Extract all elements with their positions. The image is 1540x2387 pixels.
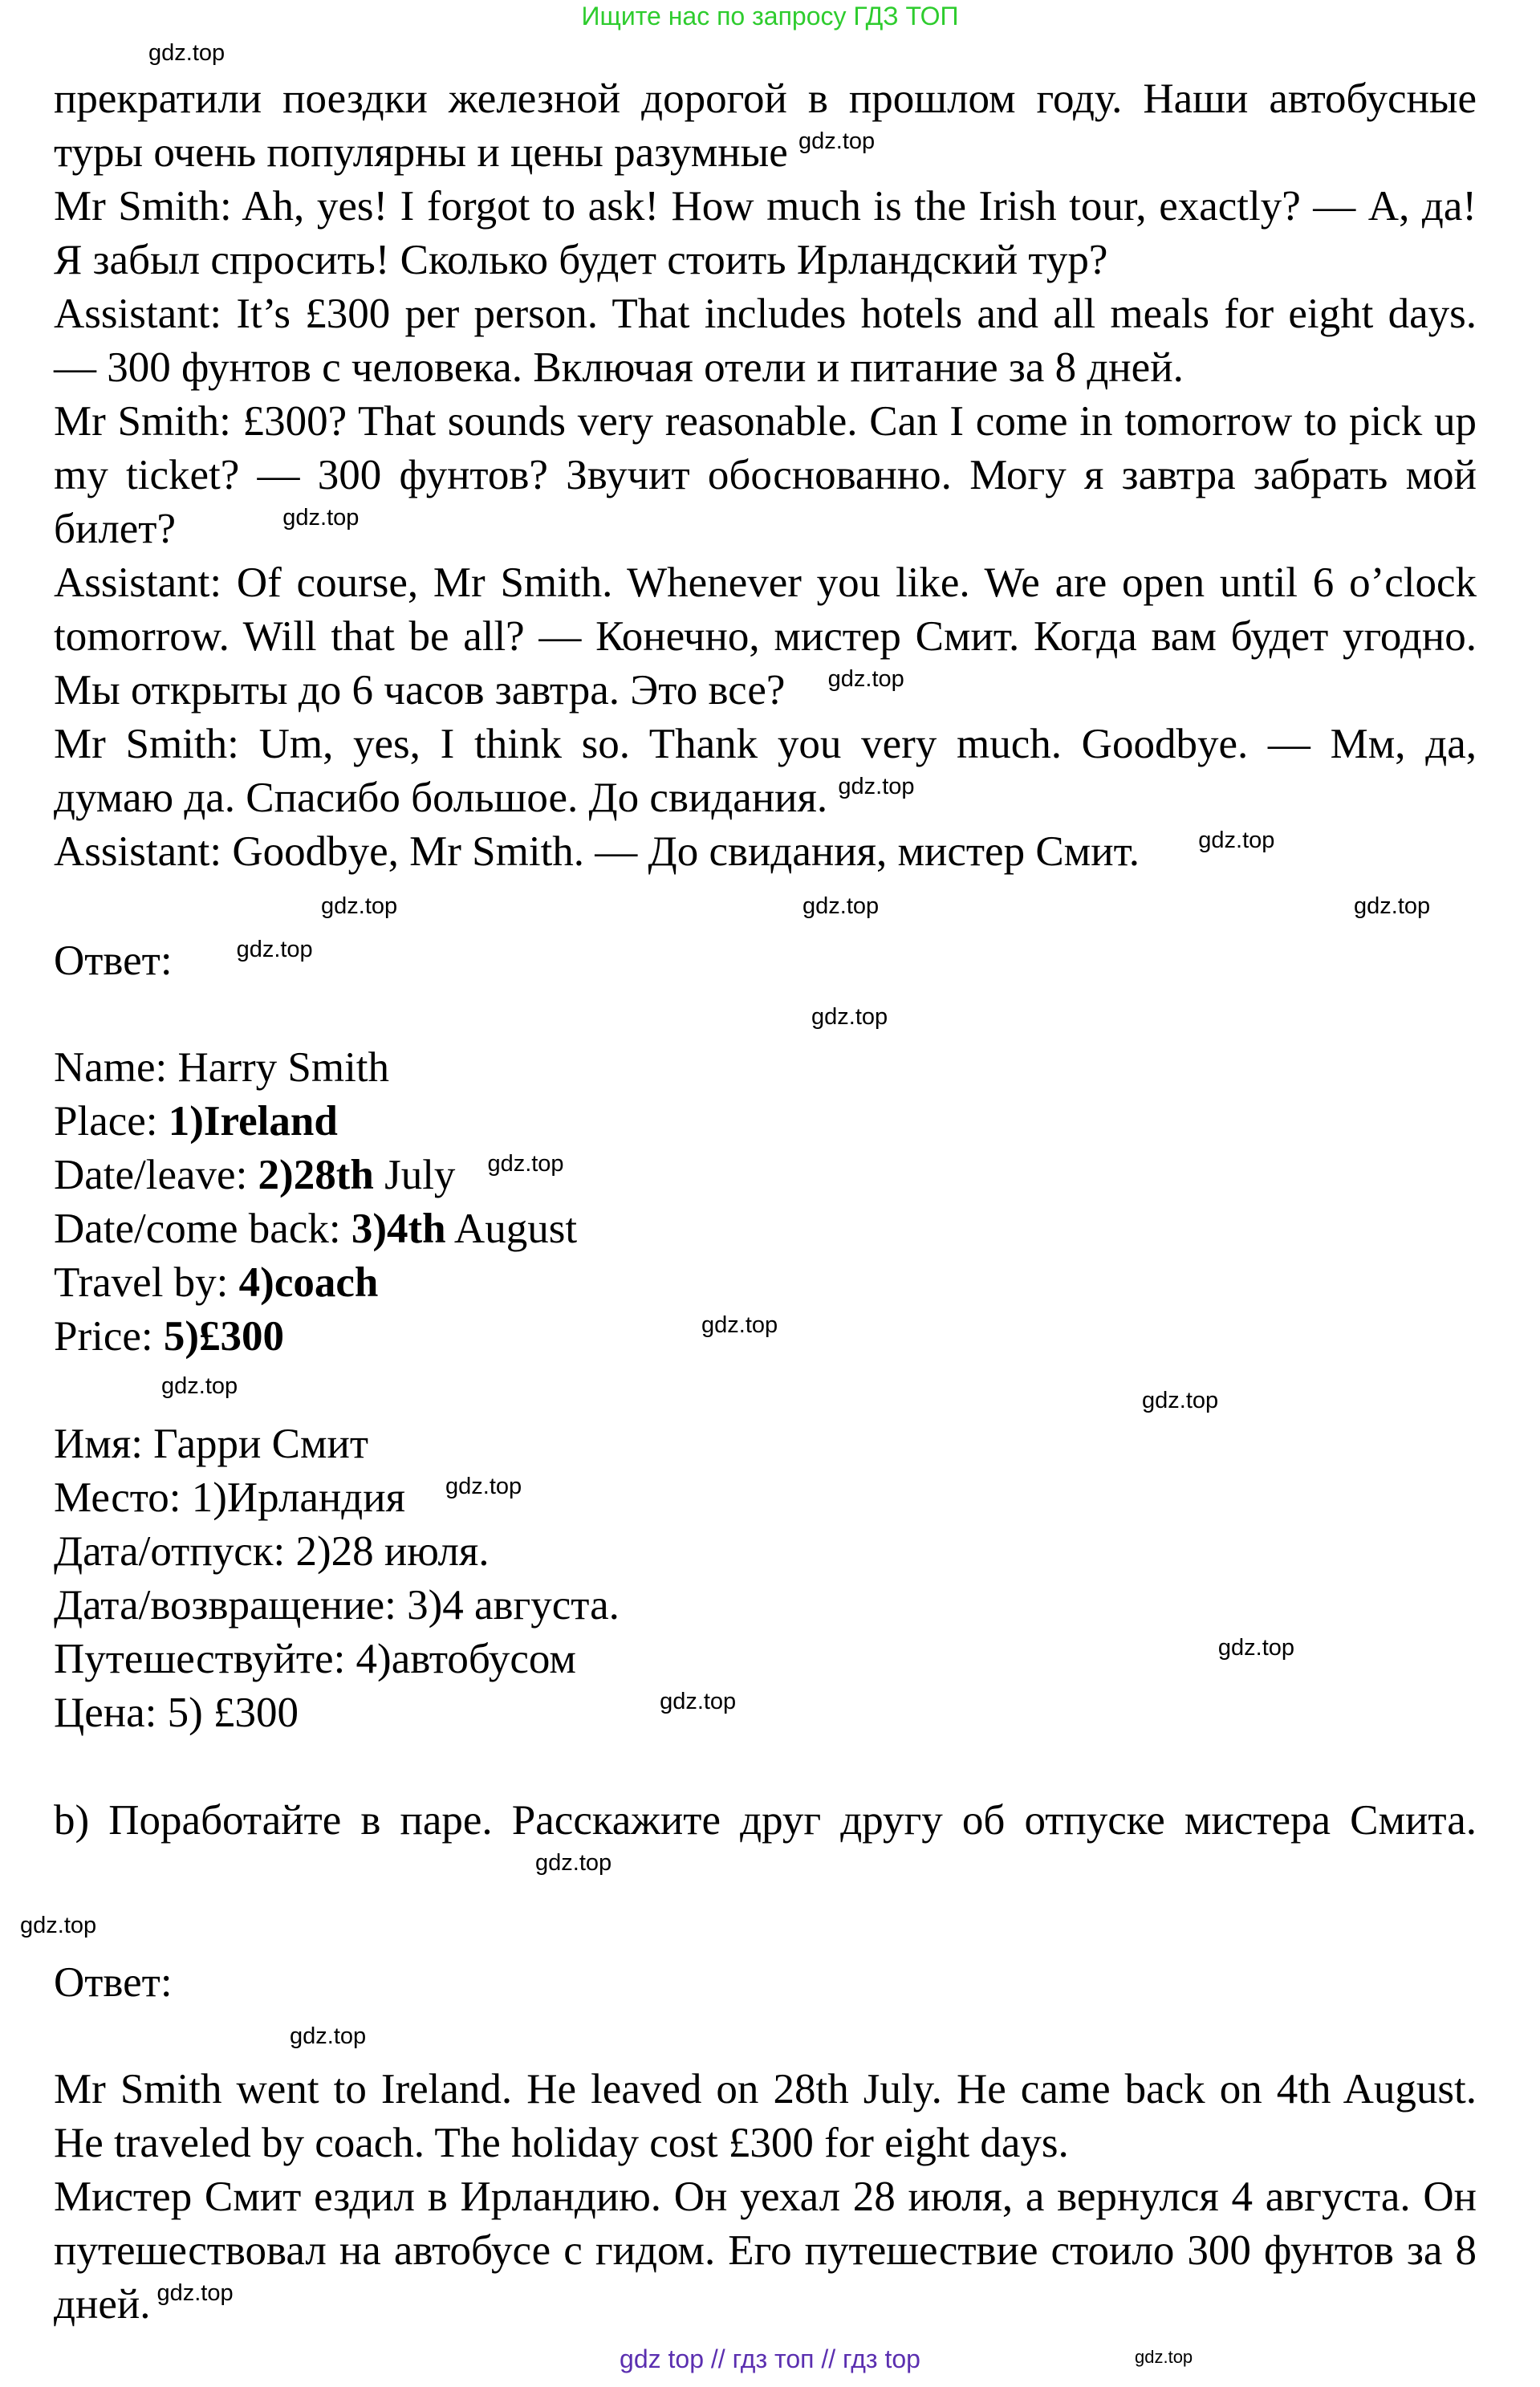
form-row: Дата/возвращение: 3)4 августа. — [54, 1582, 620, 1629]
spacer — [0, 1740, 1540, 1794]
header-banner: Ищите нас по запросу ГДЗ ТОП — [581, 2, 959, 30]
dialogue — [54, 72, 1477, 879]
answer-label-row — [54, 1956, 1477, 2010]
form-row: Дата/отпуск: 2)28 июля. — [54, 1528, 490, 1575]
watermark-row — [0, 2010, 1540, 2063]
dialogue-line: Mr Smith: £300? That sounds very reasonable. Can I come in tomorrow to pick up my ticket? — 300 фунтов? Звучит обоснованно. Могу я завтра забрать мой билет? — [54, 398, 1477, 552]
watermark: gdz.top — [1217, 1635, 1295, 1661]
header-row — [0, 0, 1540, 32]
watermark: gdz.top — [20, 1913, 97, 1938]
watermark-row — [0, 1364, 1540, 1417]
watermark: gdz.top — [535, 1850, 612, 1876]
watermark: gdz.top — [282, 505, 360, 531]
answer-b — [54, 2063, 1477, 2332]
form-row-name: Name: Harry Smith — [54, 1044, 390, 1091]
dialogue-line: Assistant: Of course, Mr Smith. Whenever you like. We are open until 6 o’clock tomorrow. Will that be all? — Конечно, мистер Смит. Когда вам будет угодно. Мы открыты до 6 часов завтра. Это все? — [54, 559, 1477, 714]
form-row: Место: 1)Ирландия — [54, 1474, 406, 1521]
watermark: gdz.top — [1198, 828, 1275, 853]
watermark: gdz.top — [1142, 1388, 1219, 1413]
watermark: gdz.top — [660, 1689, 737, 1714]
watermark: gdz.top — [321, 893, 398, 919]
dialogue-paragraph — [54, 825, 1477, 879]
dialogue-line: Assistant: It’s £300 per person. That includes hotels and all meals for eight days. — 300 фунтов с человека. Включая отели и питание за 8 дней. — [54, 291, 1477, 391]
answer-b-russian-paragraph — [54, 2170, 1477, 2332]
form-row-place: Place: 1)Ireland — [54, 1098, 338, 1145]
form-row-date-back: Date/come back: 3)4th August — [54, 1206, 578, 1252]
dialogue-line: прекратили поездки железной дорогой в прошлом году. Наши автобусные туры очень популярны и цены разумные — [54, 75, 1477, 176]
watermark: gdz.top — [290, 2023, 367, 2049]
watermark-row — [0, 879, 1540, 934]
dialogue-paragraph — [54, 72, 1477, 180]
footer-row — [0, 2332, 1540, 2384]
form-row: Путешествуйте: 4)автобусом — [54, 1636, 576, 1682]
form-row: Цена: 5) £300 — [54, 1690, 299, 1736]
watermark: gdz.top — [236, 937, 313, 962]
form-row: Имя: Гарри Смит — [54, 1421, 369, 1467]
dialogue-line: Assistant: Goodbye, Mr Smith. — До свидания, мистер Смит. — [54, 828, 1140, 875]
watermark: gdz.top — [156, 2280, 234, 2306]
watermark: gdz.top — [1354, 893, 1431, 919]
dialogue-paragraph — [54, 395, 1477, 556]
answer-b-english: Mr Smith went to Ireland. He leaved on 28th July. He came back on 4th August. He traveled by coach. The holiday cost £300 for eight days. — [54, 2066, 1477, 2166]
answer-label: Ответ: — [54, 937, 173, 984]
watermark-row — [0, 1901, 1540, 1956]
form-russian — [54, 1417, 1477, 1740]
answer-label: Ответ: — [54, 1959, 173, 2006]
dialogue-paragraph — [54, 287, 1477, 395]
watermark: gdz.top — [827, 666, 904, 692]
watermark: gdz.top — [838, 774, 915, 799]
watermark: gdz.top — [148, 40, 226, 66]
watermark: gdz.top — [811, 1004, 888, 1030]
watermark: gdz.top — [487, 1151, 564, 1177]
form-row-travel: Travel by: 4)coach — [54, 1259, 379, 1306]
watermark: gdz.top — [803, 893, 880, 919]
task-b — [54, 1794, 1477, 1901]
watermark-row — [0, 988, 1540, 1041]
dialogue-line: Mr Smith: Um, yes, I think so. Thank you very much. Goodbye. — Мм, да, думаю да. Спасибо большое. До свидания. — [54, 721, 1477, 821]
form-row-wrap — [54, 1633, 1477, 1686]
answer-label-row — [54, 934, 1477, 988]
form-row-wrap — [54, 1471, 1477, 1525]
watermark: gdz.top — [701, 1312, 778, 1338]
form-row-wrap — [54, 1686, 1477, 1740]
form-english — [54, 1041, 1477, 1364]
dialogue-paragraph — [54, 180, 1477, 287]
answer-b-russian: Мистер Смит ездил в Ирландию. Он уехал 28 июля, а вернулся 4 августа. Он путешествовал на автобусе с гидом. Его путешествие стоило 300 фунтов за 8 дней. — [54, 2174, 1477, 2328]
footer-banner[interactable]: gdz top // гдз топ // гдз top — [620, 2344, 920, 2373]
watermark: gdz.top — [161, 1373, 238, 1399]
form-row-price: Price: 5)£300 $^{gdz.top}$ — [54, 1312, 778, 1360]
dialogue-paragraph — [54, 556, 1477, 718]
form-row-date-leave: Date/leave: 2)28th July $^{gdz.top}$ — [54, 1151, 564, 1198]
watermark-row — [0, 32, 1540, 72]
watermark: gdz.top — [445, 1474, 522, 1499]
watermark: gdz.top — [1135, 2347, 1193, 2367]
watermark: gdz.top — [798, 128, 876, 154]
dialogue-paragraph — [54, 718, 1477, 825]
task-b-text: b) Поработайте в паре. Расскажите друг другу об отпуске мистера Смита. — [54, 1797, 1477, 1844]
dialogue-line: Mr Smith: Ah, yes! I forgot to ask! How much is the Irish tour, exactly? — А, да! Я забыл спросить! Сколько будет стоить Ирландский тур? — [54, 183, 1477, 283]
